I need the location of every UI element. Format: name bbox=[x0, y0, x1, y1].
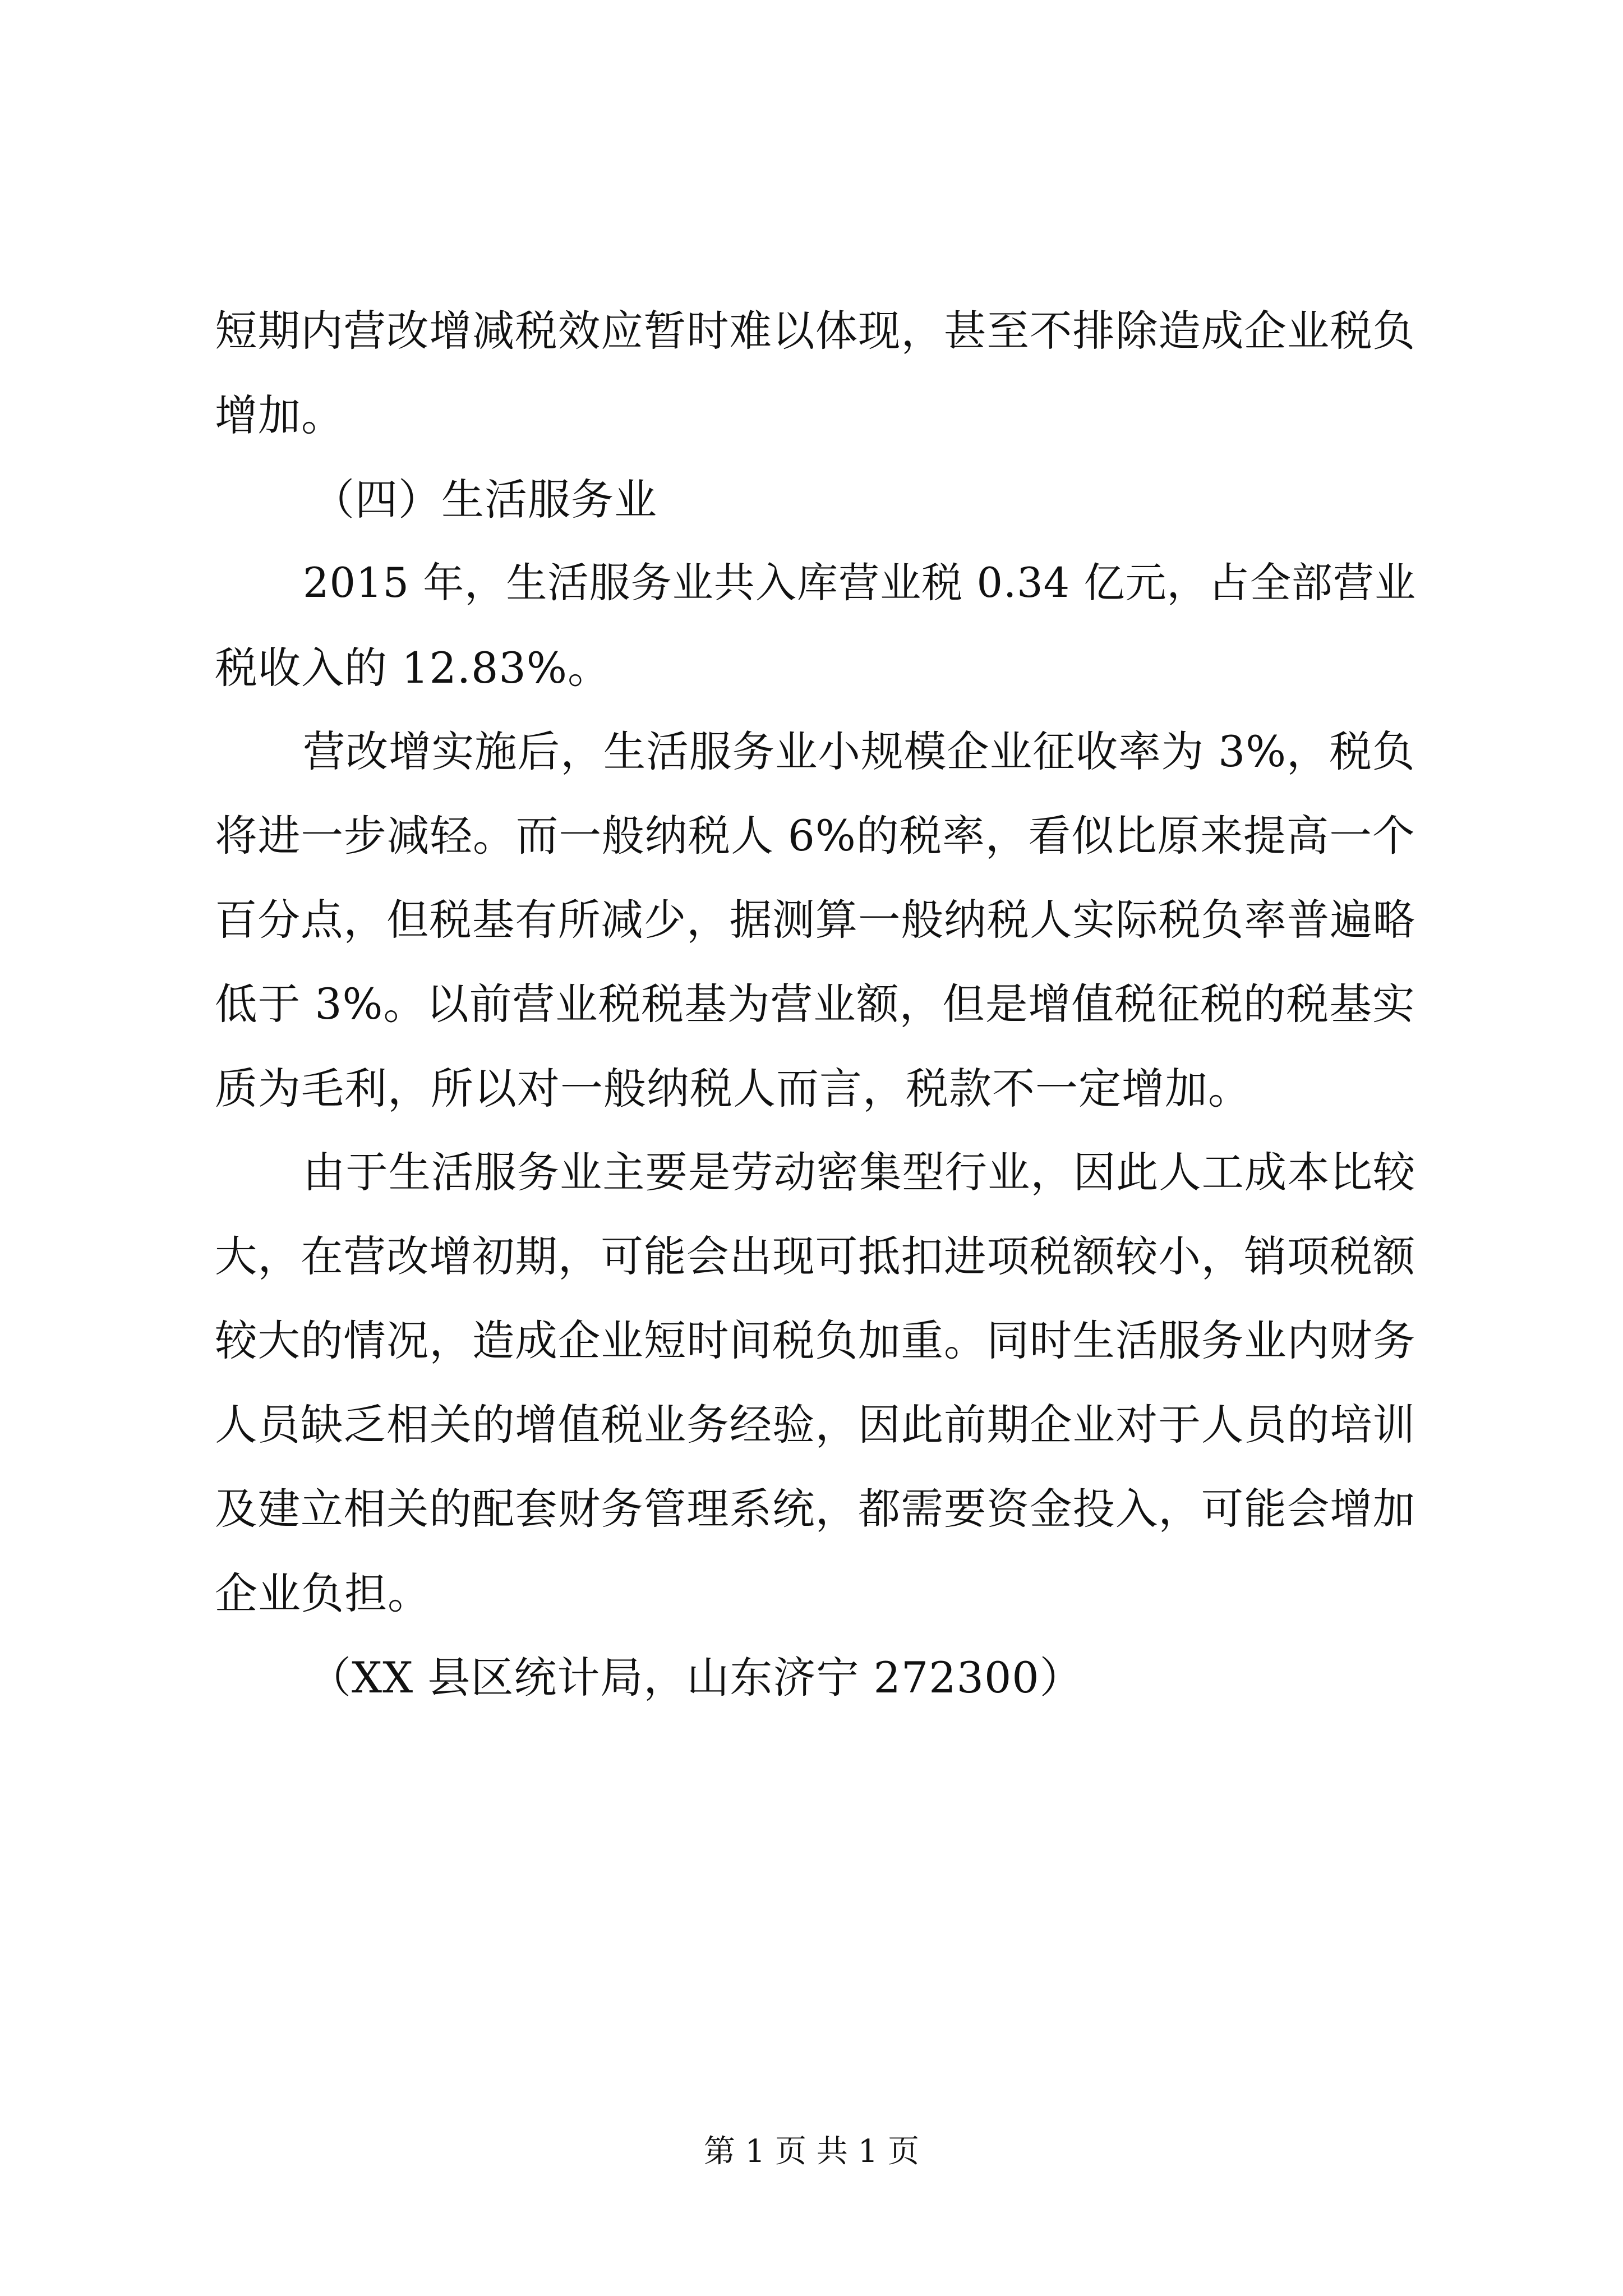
body-line-9: 低于 3%。以前营业税税基为营业额，但是增值税征税的税基实 bbox=[215, 979, 1415, 1029]
body-line-12: 大，在营改增初期，可能会出现可抵扣进项税额较小，销项税额 bbox=[215, 1232, 1416, 1281]
body-line-6: 营改增实施后，生活服务业小规模企业征收率为 3%，税负 bbox=[303, 727, 1415, 776]
body-line-4: 2015 年，生活服务业共入库营业税 0.34 亿元，占全部营业 bbox=[303, 559, 1417, 607]
body-line-10: 质为毛利，所以对一般纳税人而言，税款不一定增加。 bbox=[215, 1064, 1251, 1114]
author-affiliation: （XX 县区统计局，山东济宁 272300） bbox=[308, 1653, 1083, 1703]
body-line-14: 人员缺乏相关的增值税业务经验，因此前期企业对于人员的培训 bbox=[215, 1400, 1416, 1450]
page-number-footer: 第 1 页 共 1 页 bbox=[703, 2133, 920, 2170]
body-line-2: 增加。 bbox=[215, 390, 344, 440]
body-line-5: 税收入的 12.83%。 bbox=[215, 643, 611, 693]
body-line-11: 由于生活服务业主要是劳动密集型行业，因此人工成本比较 bbox=[303, 1148, 1416, 1197]
body-line-8: 百分点，但税基有所减少，据测算一般纳税人实际税负率普遍略 bbox=[215, 895, 1416, 945]
body-line-16: 企业负担。 bbox=[215, 1568, 431, 1618]
body-line-7: 将进一步减轻。而一般纳税人 6%的税率，看似比原来提高一个 bbox=[215, 811, 1415, 861]
body-line-13: 较大的情况，造成企业短时间税负加重。同时生活服务业内财务 bbox=[215, 1316, 1416, 1365]
section-heading: （四）生活服务业 bbox=[312, 475, 657, 524]
body-line-1: 短期内营改增减税效应暂时难以体现，甚至不排除造成企业税负 bbox=[215, 306, 1416, 356]
body-line-15: 及建立相关的配套财务管理系统，都需要资金投入，可能会增加 bbox=[215, 1484, 1416, 1534]
